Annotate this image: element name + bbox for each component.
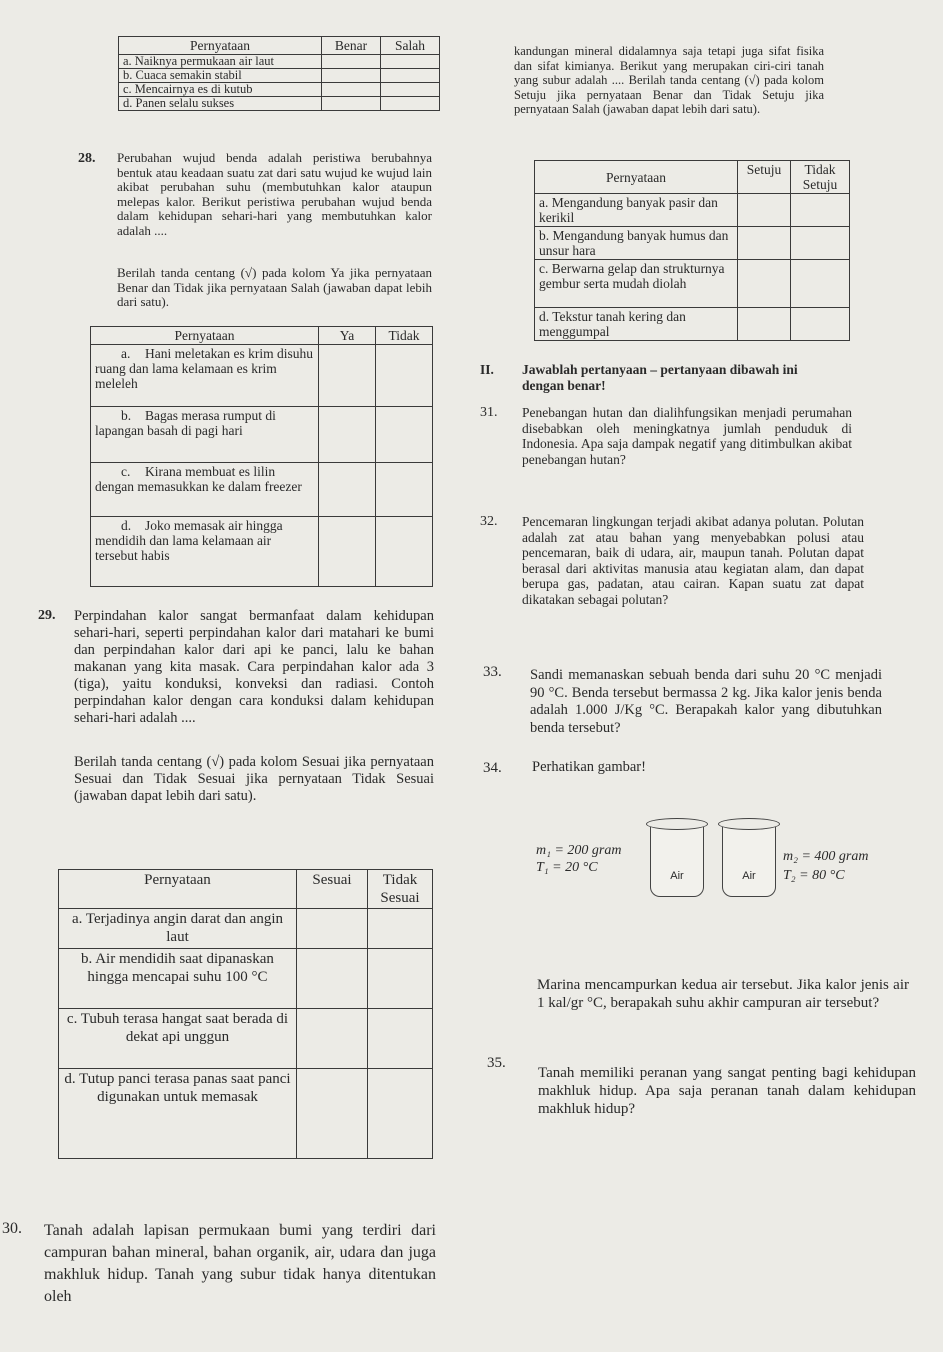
col-header-sesuai: Sesuai [297, 870, 368, 909]
answer-cell[interactable] [376, 517, 433, 587]
answer-cell[interactable] [381, 97, 440, 111]
answer-cell[interactable] [791, 227, 850, 260]
col-header-setuju: Setuju [738, 161, 791, 194]
table-row [91, 407, 319, 463]
table-row: a. Terjadinya angin darat dan angin laut [59, 909, 297, 949]
table-row: c. Berwarna gelap dan strukturnya gembur serta mudah diolah [535, 260, 738, 308]
table-benar-salah [118, 36, 440, 111]
q28-text: Perubahan wujud benda adalah peristiwa berubahnya bentuk atau keadaan suatu zat dari satu wujud ke wujud lain akibat perubahan suhu (membutuhkan kalor ataupun melepas kalor. Berikut peristiwa perubahan wujud benda dalam kehidupan sehari-hari yang membutuhkan kalor adalah .... [117, 150, 432, 238]
answer-cell[interactable] [791, 194, 850, 227]
t1-label: T₁ = 20 °C [536, 860, 598, 875]
col-header-ya: Ya [319, 327, 376, 345]
q34-question: Marina mencampurkan kedua air tersebut. Jika kalor jenis air 1 kal/gr °C, berapakah suhu akhir campuran air tersebut? [537, 977, 909, 1011]
m2-label: m₂ = 400 gram [783, 849, 869, 864]
t2-label: T₂ = 80 °C [783, 868, 845, 883]
answer-cell[interactable] [319, 345, 376, 407]
answer-cell[interactable] [297, 1069, 368, 1159]
answer-cell[interactable] [368, 1069, 433, 1159]
row-text: Hani meletakan es krim disuhu ruang dan lama kelamaan es krim meleleh [95, 346, 313, 391]
answer-cell[interactable] [376, 407, 433, 463]
col-header-tidak-setuju: Tidak Setuju [791, 161, 850, 194]
q31-text: Penebangan hutan dan dialihfungsikan menjadi perumahan disebabkan oleh meningkatnya jumlah penduduk di Indonesia. Apa saja dampak negatif yang ditimbulkan akibat penebangan hutan? [522, 405, 852, 467]
table-row: b. Cuaca semakin stabil [119, 69, 322, 83]
table-q29 [58, 869, 433, 1159]
q32-number: 32. [480, 514, 498, 529]
col-header-pernyataan: Pernyataan [59, 870, 297, 909]
beaker-2 [722, 826, 776, 897]
col-header-pernyataan: Pernyataan [119, 37, 322, 55]
q34-number: 34. [483, 760, 502, 776]
q30-number: 30. [2, 1220, 22, 1237]
answer-cell[interactable] [368, 1009, 433, 1069]
beaker-1-label: Air [670, 870, 684, 882]
answer-cell[interactable] [738, 260, 791, 308]
q28-number: 28. [78, 151, 96, 166]
q33-text: Sandi memanaskan sebuah benda dari suhu 20 °C menjadi 90 °C. Benda tersebut bermassa 2 kg. Jika kalor jenis benda adalah 1.000 J/Kg °C. Berapakah kalor yang dibutuhkan benda tersebut? [530, 667, 882, 736]
col-header-tidak-sesuai: Tidak Sesuai [368, 870, 433, 909]
answer-cell[interactable] [381, 69, 440, 83]
q35-number: 35. [487, 1055, 506, 1071]
row-letter: d. [121, 518, 132, 533]
answer-cell[interactable] [368, 909, 433, 949]
q28-instruction: Berilah tanda centang (√) pada kolom Ya jika pernyataan Benar dan Tidak jika pernyataan Salah (jawaban dapat lebih dari satu). [117, 265, 432, 309]
q31-number: 31. [480, 405, 498, 420]
table-row: a. Naiknya permukaan air laut [119, 55, 322, 69]
table-row [91, 517, 319, 587]
col-header-tidak: Tidak [376, 327, 433, 345]
answer-cell[interactable] [297, 949, 368, 1009]
q35-text: Tanah memiliki peranan yang sangat penting bagi kehidupan makhluk hidup. Apa saja peranan tanah dalam kehidupan makhluk hidup? [538, 1065, 916, 1117]
answer-cell[interactable] [319, 463, 376, 517]
table-row [91, 463, 319, 517]
table-row: d. Panen selalu sukses [119, 97, 322, 111]
answer-cell[interactable] [297, 1009, 368, 1069]
answer-cell[interactable] [738, 194, 791, 227]
beaker-2-rim [718, 818, 780, 830]
answer-cell[interactable] [368, 949, 433, 1009]
answer-cell[interactable] [322, 55, 381, 69]
q29-number: 29. [38, 608, 56, 623]
q29-text: Perpindahan kalor sangat bermanfaat dalam kehidupan sehari-hari, seperti perpindahan kalor dari matahari ke bumi dan perpindahan kalor dari api ke panci, lalu ke bahan makanan yang kita masak. Cara perpindahan kalor ada 3 (tiga), yaitu konduksi, konveksi dan radiasi. Contoh perpindahan kalor dengan cara konduksi dalam kehidupan sehari-hari adalah .... [74, 608, 434, 726]
answer-cell[interactable] [297, 909, 368, 949]
q34-text: Perhatikan gambar! [532, 759, 646, 775]
answer-cell[interactable] [738, 227, 791, 260]
answer-cell[interactable] [791, 260, 850, 308]
beaker-2-label: Air [742, 870, 756, 882]
answer-cell[interactable] [322, 69, 381, 83]
table-row: c. Tubuh terasa hangat saat berada di dekat api unggun [59, 1009, 297, 1069]
answer-cell[interactable] [322, 97, 381, 111]
q33-number: 33. [483, 664, 502, 680]
row-text: Bagas merasa rumput di lapangan basah di pagi hari [95, 408, 276, 438]
table-row: b. Air mendidih saat dipanaskan hingga mencapai suhu 100 °C [59, 949, 297, 1009]
table-row: d. Tekstur tanah kering dan menggumpal [535, 308, 738, 341]
intro-right-text: kandungan mineral didalamnya saja tetapi juga sifat fisika dan sifat kimianya. Berikut yang merupakan ciri-ciri tanah yang subur adalah .... Berilah tanda centang (√) pada kolom Setuju jika pernyataan Benar dan Tidak Setuju jika pernyataan Salah (jawaban dapat lebih dari satu). [514, 44, 824, 116]
table-row: a. Mengandung banyak pasir dan kerikil [535, 194, 738, 227]
q29-instruction: Berilah tanda centang (√) pada kolom Sesuai jika pernyataan Sesuai dan Tidak Sesuai jika pernyataan Tidak Sesuai (jawaban dapat lebih dari satu). [74, 754, 434, 804]
answer-cell[interactable] [322, 83, 381, 97]
answer-cell[interactable] [381, 55, 440, 69]
answer-cell[interactable] [319, 517, 376, 587]
beaker-1-rim [646, 818, 708, 830]
row-letter: b. [121, 408, 132, 423]
table-row [91, 345, 319, 407]
answer-cell[interactable] [376, 345, 433, 407]
q30-text: Tanah adalah lapisan permukaan bumi yang terdiri dari campuran bahan mineral, bahan organik, air, udara dan juga makhluk hidup. Tanah yang subur tidak hanya ditentukan oleh [44, 1222, 436, 1305]
table-row: c. Mencairnya es di kutub [119, 83, 322, 97]
table-row: d. Tutup panci terasa panas saat panci digunakan untuk memasak [59, 1069, 297, 1159]
row-letter: a. [121, 346, 131, 361]
table-row: b. Mengandung banyak humus dan unsur hara [535, 227, 738, 260]
beaker-1 [650, 826, 704, 897]
q32-text: Pencemaran lingkungan terjadi akibat adanya polutan. Polutan adalah zat atau bahan yang menyebabkan polusi atau pencemaran, baik di udara, air, maupun tanah. Polutan dapat berasal dari aktivitas manusia atau kegiatan alam, dan dapat berupa gas, padatan, atau cairan. Kapan suatu zat dapat dikatakan sebagai polutan? [522, 514, 864, 607]
col-header-pernyataan: Pernyataan [535, 161, 738, 194]
table-q28 [90, 326, 433, 587]
col-header-pernyataan: Pernyataan [91, 327, 319, 345]
answer-cell[interactable] [319, 407, 376, 463]
row-letter: c. [121, 464, 131, 479]
answer-cell[interactable] [738, 308, 791, 341]
col-header-salah: Salah [381, 37, 440, 55]
m1-label: m₁ = 200 gram [536, 843, 622, 858]
answer-cell[interactable] [791, 308, 850, 341]
section-2-title: Jawablah pertanyaan – pertanyaan dibawah ini dengan benar! [522, 362, 798, 393]
answer-cell[interactable] [376, 463, 433, 517]
table-soil [534, 160, 850, 341]
col-header-benar: Benar [322, 37, 381, 55]
answer-cell[interactable] [381, 83, 440, 97]
row-text: Kirana membuat es lilin dengan memasukkan ke dalam freezer [95, 464, 302, 494]
row-text: Joko memasak air hingga mendidih dan lama kelamaan air tersebut habis [95, 518, 283, 563]
section-2-number: II. [480, 362, 494, 377]
